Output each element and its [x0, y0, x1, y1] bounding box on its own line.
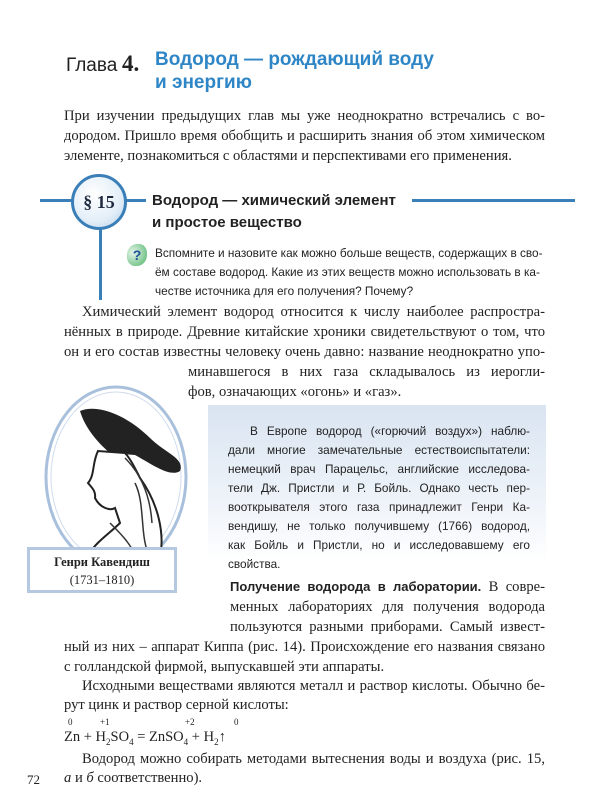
info-box-line: вендишу, не только получившему (1766) водород,: [228, 519, 530, 533]
paragraph-line: Исходными веществами являются металл и раствор кислоты. Обычно бе-: [82, 678, 545, 694]
question-line: ём составе водород. Какие из этих веществ можно использовать в ка-: [155, 265, 540, 279]
oxidation-state: 0: [234, 717, 239, 727]
chapter-title-line: и энергию: [155, 72, 252, 93]
chapter-number: 4.: [122, 51, 140, 76]
section-title-line: и простое вещество: [152, 214, 302, 231]
paragraph-line: рут цинк и раствор серной кислоты:: [64, 697, 289, 713]
chapter-title-line: Водород — рождающий воду: [155, 49, 434, 70]
lab-first-line: [230, 577, 545, 597]
lab-heading: Получение водорода в лаборатории.: [230, 579, 482, 594]
paragraph-line: ный из них – аппарат Киппа (рис. 14). Происхождение его названия связано: [64, 639, 545, 655]
info-box-line: немецкий врач Парацельс, английские исследова-: [228, 462, 530, 476]
chapter-label: Глава: [66, 55, 118, 76]
info-box-line: свойства.: [228, 557, 281, 571]
section-rule-left: [40, 199, 72, 202]
lab-line: В совре-: [481, 579, 545, 595]
section-number: § 15: [83, 191, 115, 212]
section-rule-vertical: [99, 224, 102, 300]
question-icon: ?: [127, 244, 147, 266]
section-number-badge: [71, 174, 127, 230]
info-box-line: вооткрывателя этого газа принадлежит Генри Ка-: [228, 500, 530, 514]
intro-line: При изучении предыдущих глав мы уже неоднократно встречались с во-: [64, 108, 545, 124]
portrait-years: (1731–1810): [69, 573, 135, 587]
portrait-caption: [27, 547, 177, 593]
paragraph-line: менных лабораториях для получения водорода: [230, 599, 545, 615]
oxidation-state: +2: [185, 717, 195, 727]
question-line: честве источника для его получения? Почему?: [155, 284, 414, 298]
oxidation-state: 0: [68, 717, 73, 727]
paragraph-line: пользуются разными приборами. Самый извест-: [230, 619, 545, 635]
paragraph-line: Химический элемент водород относится к числу наиболее распростра-: [82, 304, 545, 320]
paragraph-line: фов, означающих «огонь» и «газ».: [188, 384, 402, 400]
oxidation-state: +1: [100, 717, 110, 727]
paragraph-line: он и его состав известны человеку очень давно: название неоднократно упо-: [64, 344, 545, 360]
page-number: 72: [27, 772, 40, 787]
paragraph-line: а и б соответственно).: [64, 770, 203, 786]
paragraph-line: с голландской фирмой, выпускавшей эти аппараты.: [64, 659, 385, 675]
section-title: [152, 190, 396, 234]
paragraph-line: минавшегося в них газа складывалось из иерогли-: [188, 364, 545, 380]
question-line: Вспомните и назовите как можно больше веществ, содержащих в сво-: [155, 246, 543, 260]
paragraph-line: Водород можно собирать методами вытеснения воды и воздуха (рис. 15,: [82, 751, 545, 767]
intro-line: элементе, познакомиться с областями и перспективами его применения.: [64, 148, 512, 164]
info-box-line: тели Дж. Пристли и Р. Бойль. Однако честь пер-: [228, 481, 530, 495]
reaction-equation: 0 +1 +2 0 $Zn + H_2SO_4$ = ZnSO$_4$ + $H_2↑$: [64, 717, 239, 747]
portrait-name: Генри Кавендиш: [54, 555, 150, 569]
info-box-line: как Бойль и Пристли, но и исследовавшему его: [228, 538, 530, 552]
section-title-line: Водород — химический элемент: [152, 192, 396, 209]
info-box-line: дали многие замечательные естествоиспытатели:: [228, 443, 530, 457]
intro-line: дородом. Пришло время обобщить и расширить знания об этом химическом: [64, 128, 545, 144]
chapter-title: [155, 48, 434, 94]
paragraph-line: нённых в природе. Древние китайские хроники свидетельствуют о том, что: [64, 324, 545, 340]
info-box-line: В Европе водород («горючий воздух») наблю-: [250, 424, 530, 438]
section-rule-right: [412, 199, 575, 202]
